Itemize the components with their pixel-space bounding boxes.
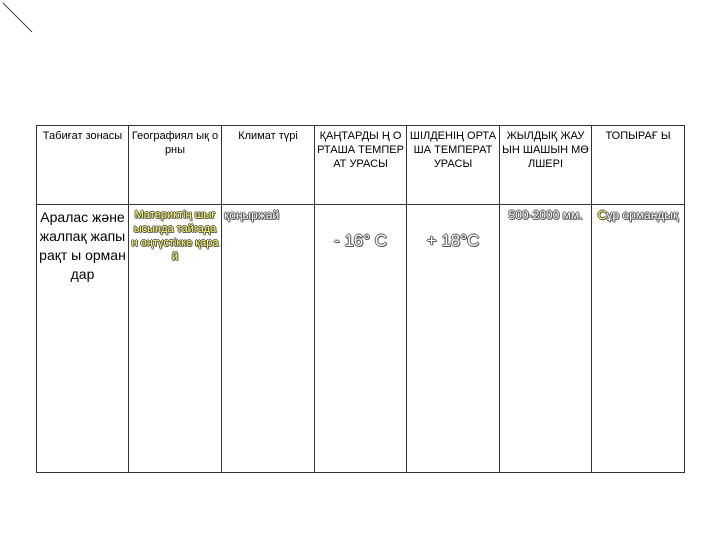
soil-highlight-char: С	[597, 208, 607, 222]
header-nature-zone: Табиғат зонасы	[37, 126, 129, 205]
cell-geographic-location: Материктің шығысында тайгадан оңтүстікке қарай	[129, 205, 222, 473]
cell-soil	[592, 205, 685, 473]
table-row	[37, 205, 685, 473]
cell-annual-precipitation: 500-2000 мм.	[500, 205, 592, 473]
soil-text: ұр ормандық	[606, 208, 679, 222]
cell-january-temperature: - 16° С	[315, 205, 407, 473]
table-header-row	[37, 126, 685, 205]
header-soil: ТОПЫРАҒ Ы	[592, 126, 685, 205]
cell-climate-type: қоңыржай	[222, 205, 315, 473]
header-climate-type: Климат түрі	[222, 126, 315, 205]
header-july-temperature: ШІЛДЕНІҢ ОРТАША ТЕМПЕРАТ УРАСЫ	[407, 126, 500, 205]
corner-diagonal-line	[0, 0, 40, 40]
header-geographic-location: Географиял ық орны	[129, 126, 222, 205]
nature-zone-table	[36, 125, 685, 473]
header-annual-precipitation: ЖЫЛДЫҚ ЖАУЫН ШАШЫН МӨЛШЕРІ	[500, 126, 592, 205]
header-january-temperature: ҚАҢТАРДЫ Ң ОРТАША ТЕМПЕРАТ УРАСЫ	[315, 126, 407, 205]
cell-nature-zone: Аралас және жалпақ жапырақт ы ормандар	[37, 205, 129, 473]
cell-july-temperature: + 18°С	[407, 205, 500, 473]
